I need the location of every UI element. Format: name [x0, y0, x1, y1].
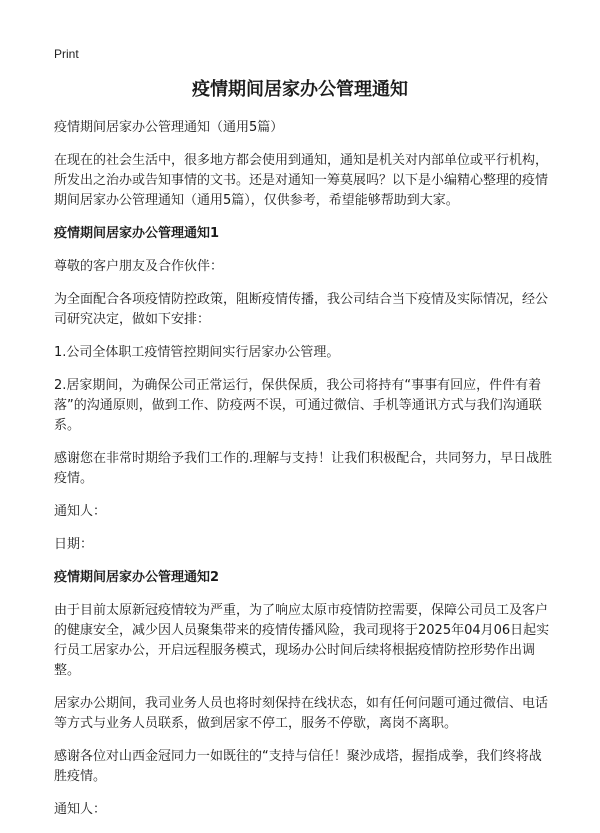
notice2-thanks: 感谢各位对山西金冠同力一如既往的“支持与信任！聚沙成塔，握指成拳，我们终将战胜疫情。: [54, 749, 542, 784]
notice1-notifier: 通知人：: [54, 504, 107, 519]
notice1-item-1: 1.公司全体职工疫情管控期间实行居家办公管理。: [54, 345, 340, 360]
notice1-thanks: 感谢您在非常时期给予我们工作的.理解与支持！让我们积极配合，共同努力，早日战胜疫情。: [54, 451, 553, 486]
notice1-paragraph: 为全面配合各项疫情防控政策，阻断疫情传播，我公司结合当下疫情及实际情况，经公司研究决定，做如下安排：: [54, 292, 549, 327]
intro-paragraph: 在现在的社会生活中，很多地方都会使用到通知，通知是机关对内部单位或平行机构，所发出之治办或告知事情的文书。还是对通知一筹莫展吗？以下是小编精心整理的疫情期间居家办公管理通知（通用5篇），仅供参考，希望能够帮助到大家。: [54, 153, 549, 208]
notice1-date: 日期：: [54, 537, 94, 552]
notice2-heading: 疫情期间居家办公管理通知2: [54, 570, 220, 585]
notice2-paragraph-1: 由于目前太原新冠疫情较为严重，为了响应太原市疫情防控需要，保障公司员工及客户的健康安全，减少因人员聚集带来的疫情传播风险，我司现将于2025年04月06日起实行员工居家办公，开启远程服务模式，现场办公时间后续将根据疫情防控形势作出调整。: [54, 603, 550, 678]
document-body: [54, 118, 554, 833]
notice2-notifier: 通知人：: [54, 802, 107, 817]
notice1-item-2: 2.居家期间，为确保公司正常运行，保供保质，我公司将持有“事事有回应，件件有着落”的沟通原则，做到工作、防疫两不误，可通过微信、手机等通讯方式与我们沟通联系。: [54, 378, 542, 433]
notice1-greeting: 尊敬的客户朋友及合作伙伴：: [54, 259, 224, 274]
notice1-heading: 疫情期间居家办公管理通知1: [54, 226, 220, 241]
page-title: 疫情期间居家办公管理通知: [192, 79, 408, 100]
print-link[interactable]: Print: [54, 47, 79, 61]
notice2-paragraph-2: 居家办公期间，我司业务人员也将时刻保持在线状态，如有任何问题可通过微信、电话等方式与业务人员联系，做到居家不停工，服务不停歇，离岗不离职。: [54, 696, 549, 731]
document-subtitle: 疫情期间居家办公管理通知（通用5篇）: [54, 120, 284, 135]
